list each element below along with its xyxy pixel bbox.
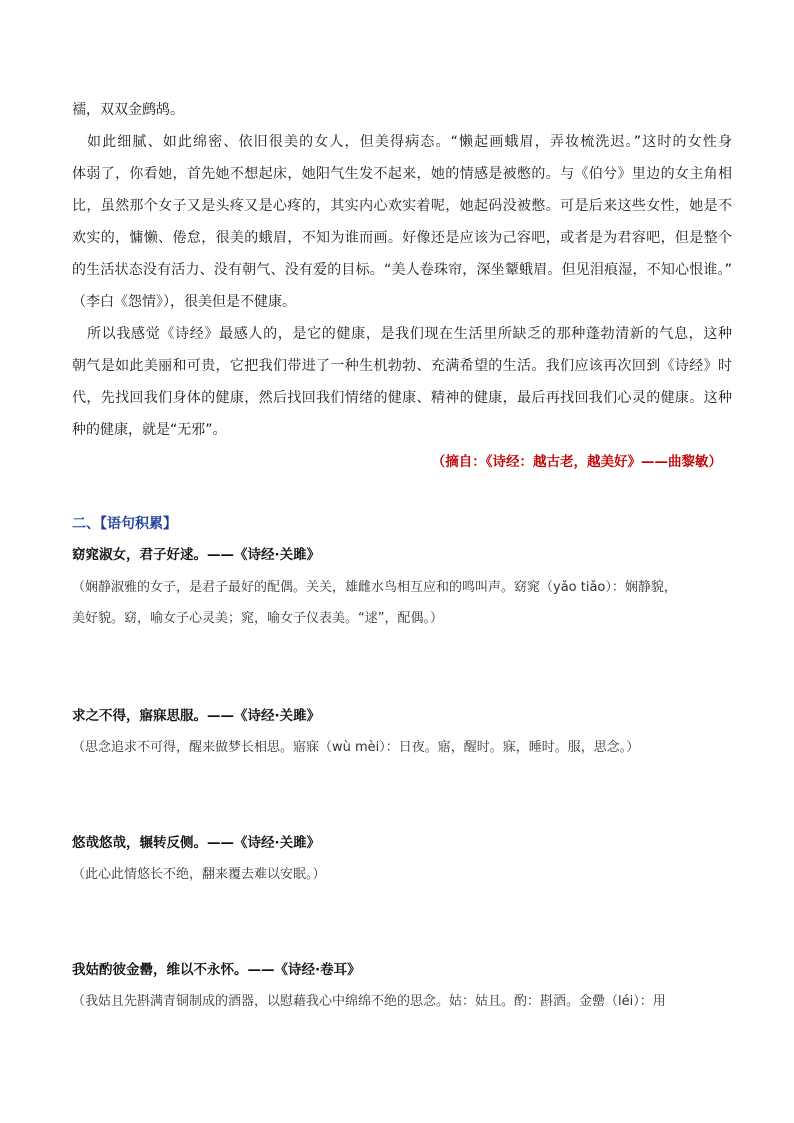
quote-line: 我姑酌彼金罍，维以不永怀。——《诗经·卷耳》 [72,962,361,978]
explanation-line: （思念追求不可得，醒来做梦长相思。寤寐（wù mèi）：日夜。寤，醒时。寐，睡时。服，思念。） [72,740,640,755]
section-heading: 二、【语句积累】 [72,516,177,532]
quote-line: 求之不得，寤寐思服。——《诗经·关雎》 [72,708,321,724]
essay-line: 种的健康，就是“无邪”。 [72,422,227,438]
essay-paragraph-start: 所以我感觉《诗经》最感人的，是它的健康，是我们现在生活里所缺乏的那种蓬勃清新的气息，这种 [87,326,732,342]
explanation-line: （此心此情悠长不绝，翻来覆去难以安眠。） [72,867,326,882]
essay-line: 朝气是如此美丽和可贵，它把我们带进了一种生机勃勃、充满希望的生活。我们应该再次回到《诗经》时 [72,358,732,374]
explanation-line: 美好貌。窈，喻女子心灵美；窕，喻女子仪表美。“逑”，配偶。） [72,611,443,626]
explanation-line: （我姑且先斟满青铜制成的酒器，以慰藉我心中绵绵不绝的思念。姑：姑且。酌：斟酒。金罍（léi）：用 [72,994,666,1009]
essay-line: 的生活状态没有活力、没有朝气、没有爱的目标。“美人卷珠帘，深坐颦蛾眉。但见泪痕湿，不知心恨谁。” [72,262,732,278]
essay-line: （李白《怨情》），很美但是不健康。 [72,294,296,310]
essay-line: 比，虽然那个女子又是头疼又是心疼的，其实内心欢实着呢，她起码没被憋。可是后来这些女性，她是不 [72,198,732,214]
source-citation: （摘自：《诗经：越古老，越美好》——曲黎敏） [431,454,722,470]
explanation-line: （娴静淑雅的女子，是君子最好的配偶。关关，雄雌水鸟相互应和的鸣叫声。窈窕（yǎo tiǎo）：娴静貌， [72,580,677,595]
essay-line: 体弱了，你看她，首先她不想起床，她阳气生发不起来，她的情感是被憋的。与《伯兮》里边的女主角相 [72,166,732,182]
quote-line: 窈窕淑女，君子好逑。——《诗经·关雎》 [72,547,321,563]
essay-line: 襦，双双金鹧鸪。 [72,102,184,118]
essay-line: 欢实的，慵懒、倦怠，很美的蛾眉，不知为谁而画。好像还是应该为己容吧，或者是为君容吧，但是整个 [72,230,732,246]
essay-paragraph-start: 如此细腻、如此绵密、依旧很美的女人，但美得病态。“懒起画蛾眉，弄妆梳洗迟。”这时的女性身 [87,134,732,150]
essay-line: 代，先找回我们身体的健康，然后找回我们情绪的健康、精神的健康，最后再找回我们心灵的健康。这种 [72,390,732,406]
quote-line: 悠哉悠哉，辗转反侧。——《诗经·关雎》 [72,835,321,851]
